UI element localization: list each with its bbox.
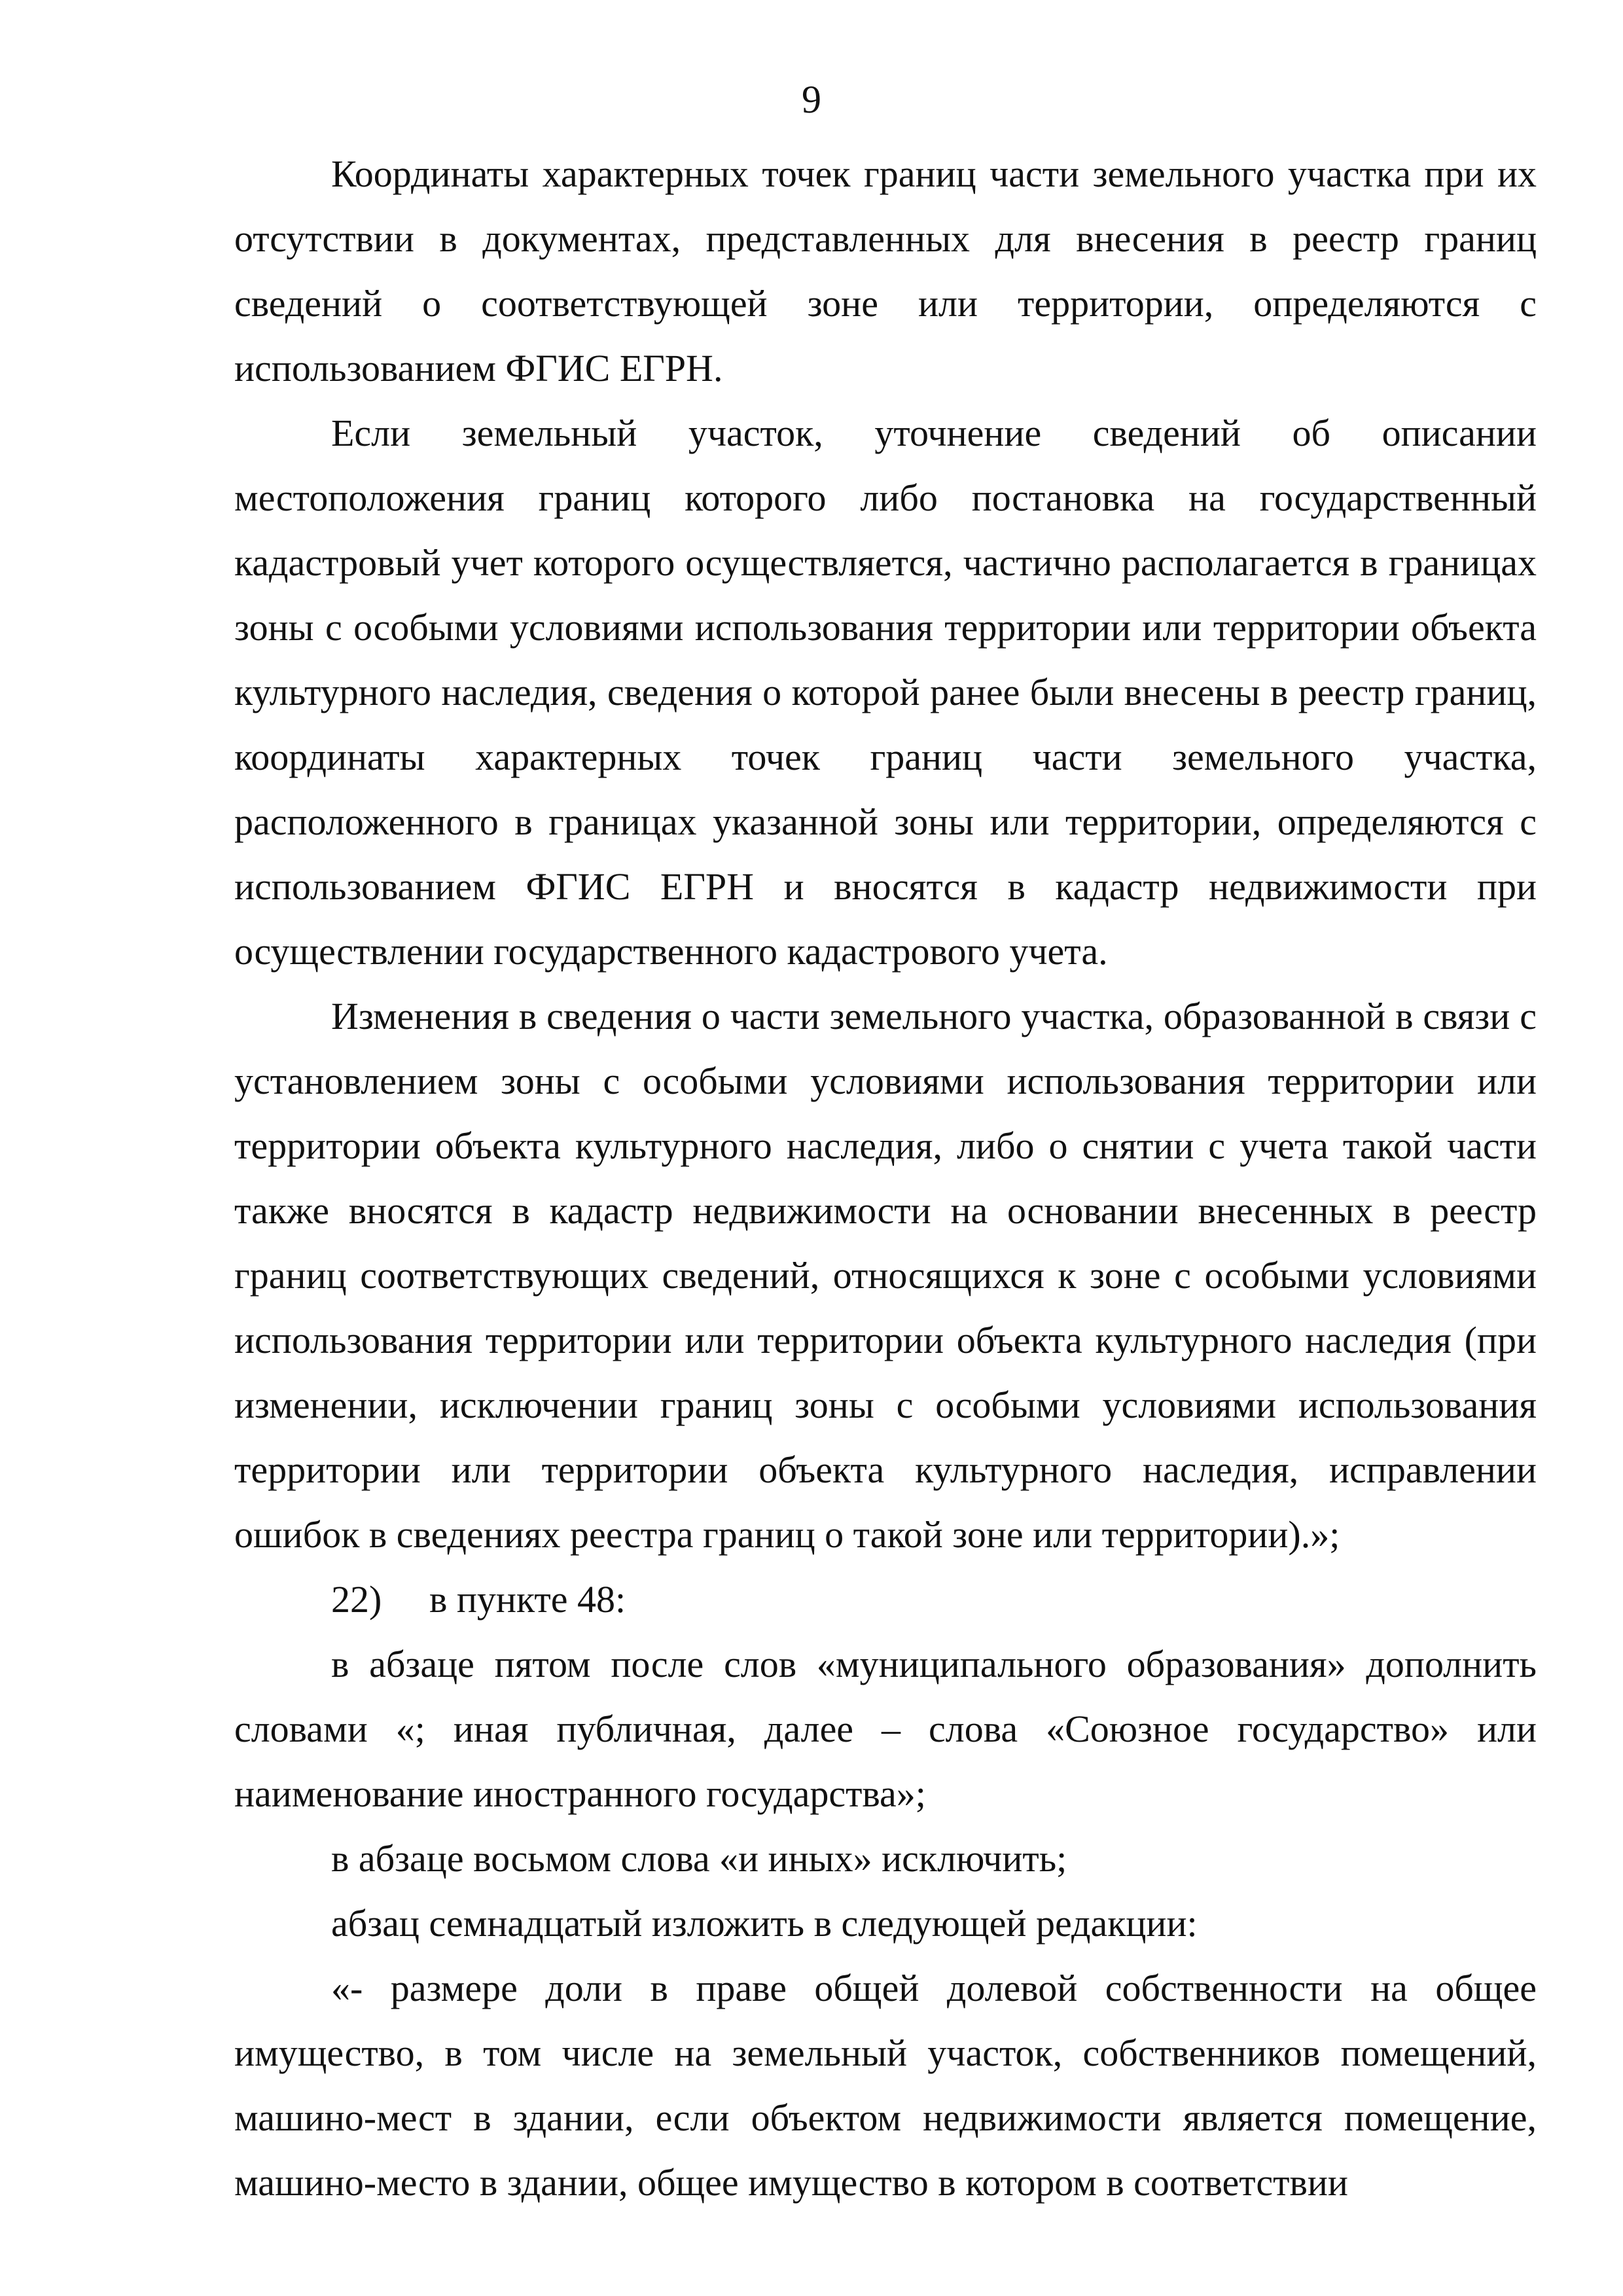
- paragraph: Координаты характерных точек границ части земельного участка при их отсутствии в документах, представленных для внесения в реестр границ сведений о соответствующей зоне или территории, определяются с использованием ФГИС ЕГРН.: [234, 152, 1537, 389]
- paragraph: в абзаце пятом после слов «муниципального образования» дополнить словами «; иная публичная, далее – слова «Союзное государство» или наименование иностранного государства»;: [234, 1643, 1537, 1815]
- item-text: в пункте 48:: [429, 1578, 626, 1621]
- numbered-item: [234, 1567, 1537, 1632]
- paragraph: Если земельный участок, уточнение сведений об описании местоположения границ которого либо постановка на государственный кадастровый учет которого осуществляется, частично располагается в границах зоны с особыми условиями использования территории или территории объекта культурного наследия, сведения о которой ранее были внесены в реестр границ, координаты характерных точек границ части земельного участка, расположенного в границах указанной зоны или территории, определяются с использованием ФГИС ЕГРН и вносятся в кадастр недвижимости при осуществлении государственного кадастрового учета.: [234, 412, 1537, 973]
- page-number: 9: [802, 78, 821, 121]
- paragraph: «- размере доли в праве общей долевой собственности на общее имущество, в том числе на земельный участок, собственников помещений, машино-мест в здании, если объектом недвижимости является помещение, машино-место в здании, общее имущество в котором в соответствии: [234, 1967, 1537, 2204]
- paragraph: Изменения в сведения о части земельного участка, образованной в связи с установлением зоны с особыми условиями использования территории или территории объекта культурного наследия, либо о снятии с учета такой части также вносятся в кадастр недвижимости на основании внесенных в реестр границ соответствующих сведений, относящихся к зоне с особыми условиями использования территории или территории объекта культурного наследия (при изменении, исключении границ зоны с особыми условиями использования территории или территории объекта культурного наследия, исправлении ошибок в сведениях реестра границ о такой зоне или территории).»;: [234, 995, 1537, 1556]
- paragraph: в абзаце восьмом слова «и иных» исключить;: [331, 1837, 1067, 1880]
- item-number: 22): [331, 1578, 382, 1621]
- document-body: [234, 141, 1537, 2215]
- paragraph: абзац семнадцатый изложить в следующей редакции:: [331, 1902, 1198, 1945]
